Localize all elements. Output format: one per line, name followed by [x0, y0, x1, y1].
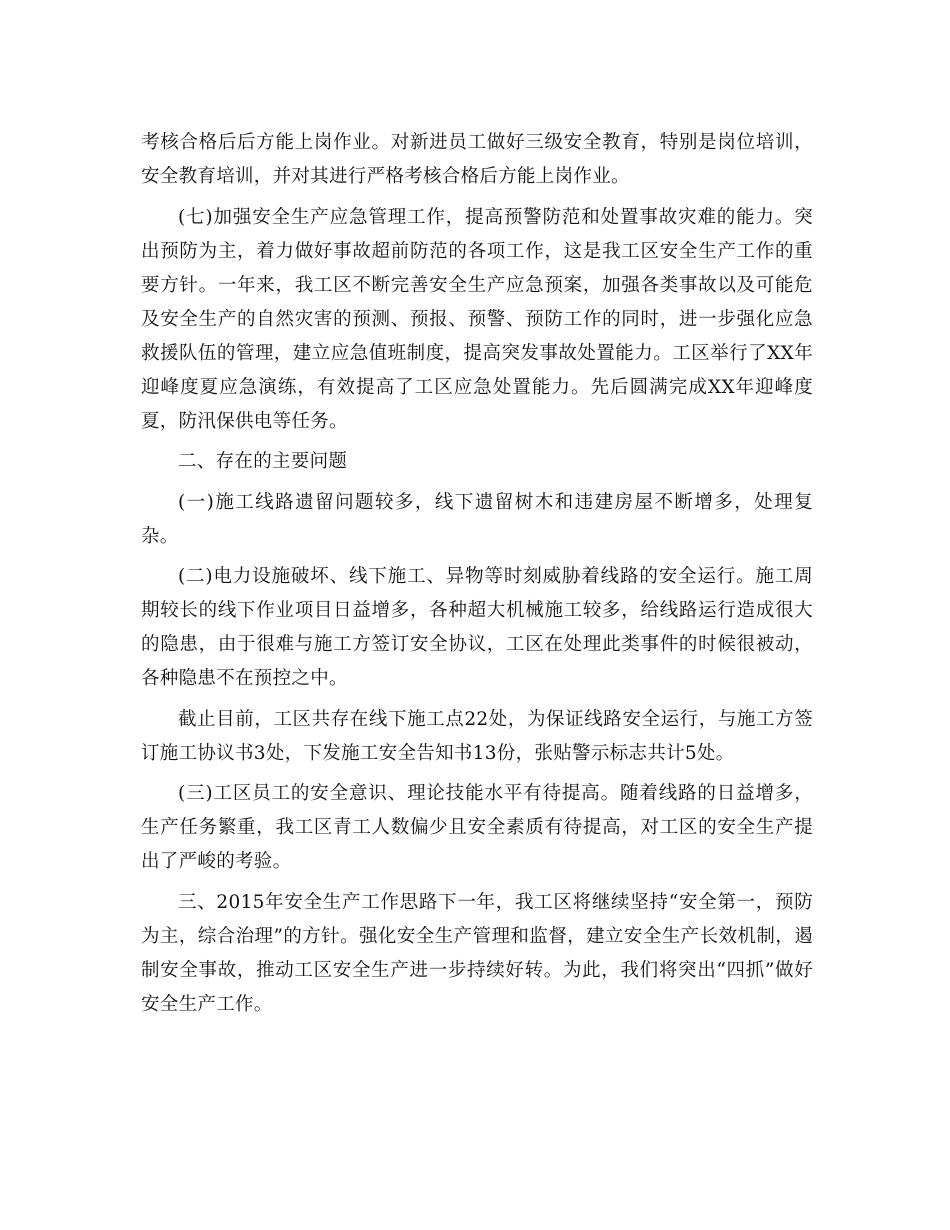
paragraph-7: (三)工区员工的安全意识、理论技能水平有待提高。随着线路的日益增多，生产任务繁重，我工区青工人数偏少且安全素质有待提高，对工区的安全生产提出了严峻的考验。	[141, 783, 813, 872]
paragraph-4: (一)施工线路遗留问题较多，线下遗留树木和违建房屋不断增多，处理复杂。	[141, 491, 813, 547]
section-heading-problems: 二、存在的主要问题	[178, 451, 348, 472]
document-body	[141, 126, 813, 1028]
paragraph-1: 考核合格后后方能上岗作业。对新进员工做好三级安全教育，特别是岗位培训，安全教育培训，并对其进行严格考核合格后方能上岗作业。	[141, 132, 813, 187]
paragraph-6: 截止目前，工区共存在线下施工点22处，为保证线路安全运行，与施工方签订施工协议书3处，下发施工安全告知书13份，张贴警示标志共计5处。	[141, 708, 813, 764]
paragraph-8: 三、2015年安全生产工作思路下一年，我工区将继续坚持“安全第一，预防为主，综合治理”的方针。强化安全生产管理和监督，建立安全生产长效机制，遏制安全事故，推动工区安全生产进一步持续好转。为此，我们将突出“四抓”做好安全生产工作。	[141, 891, 813, 1015]
paragraph-2: (七)加强安全生产应急管理工作，提高预警防范和处置事故灾难的能力。突出预防为主，着力做好事故超前防范的各项工作，这是我工区安全生产工作的重要方针。一年来，我工区不断完善安全生产应急预案，加强各类事故以及可能危及安全生产的自然灾害的预测、预报、预警、预防工作的同时，进一步强化应急救援队伍的管理，建立应急值班制度，提高突发事故处置能力。工区举行了XX年迎峰度夏应急演练，有效提高了工区应急处置能力。先后圆满完成XX年迎峰度夏，防汛保供电等任务。	[141, 206, 813, 432]
paragraph-5: (二)电力设施破坏、线下施工、异物等时刻威胁着线路的安全运行。施工周期较长的线下作业项目日益增多，各种超大机械施工较多，给线路运行造成很大的隐患，由于很难与施工方签订安全协议，工区在处理此类事件的时候很被动，各种隐患不在预控之中。	[141, 566, 813, 689]
